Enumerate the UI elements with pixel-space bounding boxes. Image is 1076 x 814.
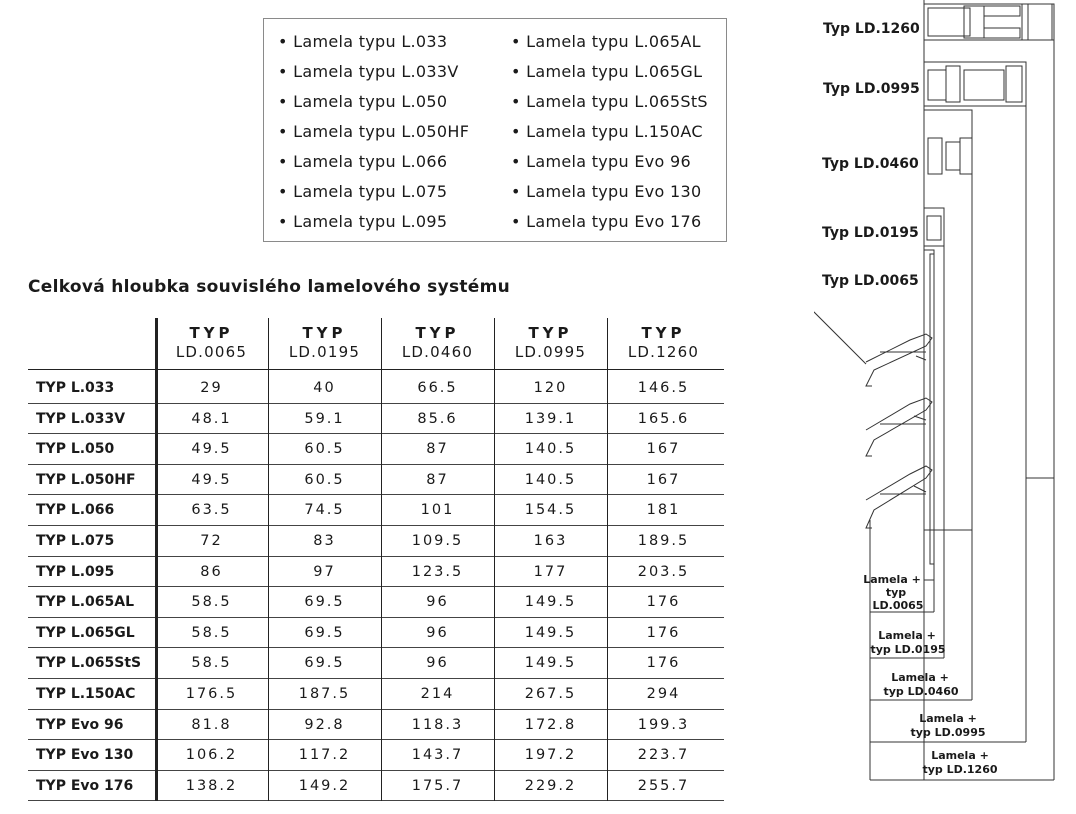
table-cell: 154.5 xyxy=(524,502,577,519)
column-header xyxy=(155,324,268,362)
table-cell: 101 xyxy=(420,502,455,519)
table-cell: 49.5 xyxy=(191,471,232,488)
table-cell: 143.7 xyxy=(411,747,464,764)
dim-label-ld0195-l1: Lamela + xyxy=(878,629,936,642)
row-label: TYP Evo 130 xyxy=(36,747,134,764)
table-cell: 86 xyxy=(200,563,223,580)
table-cell: 176 xyxy=(646,655,681,672)
legend-item: • Lamela typu L.065GL xyxy=(511,62,703,81)
table-cell: 165.6 xyxy=(637,410,690,427)
column-header xyxy=(494,324,607,362)
row-label: TYP Evo 176 xyxy=(36,777,134,794)
legend-item: • Lamela typu L.033V xyxy=(278,62,459,81)
table-cell: 172.8 xyxy=(524,716,577,733)
table-row xyxy=(28,740,724,771)
table-header xyxy=(28,318,724,370)
table-cell: 106.2 xyxy=(185,747,238,764)
dim-label-ld1260-l2: typ LD.1260 xyxy=(922,763,998,776)
cross-section-diagram xyxy=(814,0,1076,810)
table-cell: 138.2 xyxy=(185,777,238,794)
table-cell: 58.5 xyxy=(191,655,232,672)
legend-item: • Lamela typu L.050HF xyxy=(278,122,470,141)
table-title: Celková hloubka souvislého lamelového systému xyxy=(28,277,511,297)
column-divider xyxy=(155,318,158,801)
table-cell: 29 xyxy=(200,380,223,396)
column-divider xyxy=(268,318,269,801)
row-label: TYP L.075 xyxy=(36,533,115,549)
table-cell: 118.3 xyxy=(411,716,464,733)
column-header-type: TYP xyxy=(528,324,573,342)
legend-item: • Lamela typu Evo 176 xyxy=(511,212,702,231)
table-row xyxy=(28,404,724,435)
table-cell: 294 xyxy=(646,686,681,702)
row-label: TYP L.033V xyxy=(36,410,126,427)
column-divider xyxy=(381,318,382,801)
table-row xyxy=(28,618,724,649)
table-cell: 197.2 xyxy=(524,747,577,764)
label-profile-ld0995: Typ LD.0995 xyxy=(823,81,920,97)
column-header-type: TYP xyxy=(415,324,460,342)
table-cell: 167 xyxy=(646,471,681,488)
table-cell: 149.5 xyxy=(524,655,577,672)
table-cell: 229.2 xyxy=(524,777,577,794)
table-cell: 149.5 xyxy=(524,594,577,611)
table-row xyxy=(28,771,724,802)
row-label: TYP L.065AL xyxy=(36,594,135,611)
column-header-code: LD.0065 xyxy=(175,343,248,361)
table-row xyxy=(28,679,724,710)
row-label: TYP L.066 xyxy=(36,502,115,519)
column-divider xyxy=(607,318,608,801)
column-header-type: TYP xyxy=(189,324,234,342)
table-row xyxy=(28,465,724,496)
table-cell: 149.2 xyxy=(298,777,351,794)
table-cell: 87 xyxy=(426,441,449,458)
table-row xyxy=(28,587,724,618)
table-cell: 189.5 xyxy=(637,533,690,549)
table-cell: 66.5 xyxy=(417,380,458,396)
row-label: TYP L.065StS xyxy=(36,655,142,672)
table-cell: 117.2 xyxy=(298,747,351,764)
table-cell: 176.5 xyxy=(185,686,238,702)
table-cell: 214 xyxy=(420,686,455,702)
row-label: TYP L.033 xyxy=(36,380,115,396)
label-profile-ld1260: Typ LD.1260 xyxy=(823,21,920,37)
table-cell: 167 xyxy=(646,441,681,458)
table-cell: 123.5 xyxy=(411,563,464,580)
table-cell: 120 xyxy=(533,380,568,396)
table-cell: 109.5 xyxy=(411,533,464,549)
table-cell: 203.5 xyxy=(637,563,690,580)
table-row xyxy=(28,373,724,404)
table-row xyxy=(28,434,724,465)
table-cell: 69.5 xyxy=(304,624,345,641)
lamela-type-legend xyxy=(263,18,727,242)
dim-label-ld0460-l1: Lamela + xyxy=(891,671,949,684)
table-cell: 199.3 xyxy=(637,716,690,733)
label-profile-ld0460: Typ LD.0460 xyxy=(822,156,919,172)
table-cell: 176 xyxy=(646,594,681,611)
table-cell: 59.1 xyxy=(304,410,345,427)
table-cell: 140.5 xyxy=(524,471,577,488)
table-cell: 223.7 xyxy=(637,747,690,764)
legend-item: • Lamela typu L.065StS xyxy=(511,92,708,111)
column-divider xyxy=(494,318,495,801)
dim-label-ld0065-l2: typ xyxy=(885,586,907,599)
dim-label-ld0065-l3: LD.0065 xyxy=(872,599,924,612)
row-label: TYP Evo 96 xyxy=(36,716,124,733)
row-label: TYP L.150AC xyxy=(36,686,136,702)
table-cell: 187.5 xyxy=(298,686,351,702)
table-cell: 175.7 xyxy=(411,777,464,794)
legend-column-1 xyxy=(278,31,469,241)
legend-item: • Lamela typu L.066 xyxy=(278,152,448,171)
column-header-code: LD.0460 xyxy=(401,343,474,361)
table-cell: 48.1 xyxy=(191,410,232,427)
dim-label-ld0460-l2: typ LD.0460 xyxy=(883,685,959,698)
legend-item: • Lamela typu L.095 xyxy=(278,212,448,231)
table-cell: 49.5 xyxy=(191,441,232,458)
table-cell: 63.5 xyxy=(191,502,232,519)
row-label: TYP L.095 xyxy=(36,563,115,580)
table-cell: 146.5 xyxy=(637,380,690,396)
legend-item: • Lamela typu Evo 130 xyxy=(511,182,702,201)
table-cell: 60.5 xyxy=(304,471,345,488)
table-cell: 181 xyxy=(646,502,681,519)
table-cell: 97 xyxy=(313,563,336,580)
table-cell: 40 xyxy=(313,380,336,396)
cross-section-drawing xyxy=(814,0,1076,810)
dim-label-ld1260-l1: Lamela + xyxy=(931,749,989,762)
label-profile-ld0065: Typ LD.0065 xyxy=(822,273,919,289)
legend-item: • Lamela typu L.065AL xyxy=(511,32,701,51)
table-cell: 85.6 xyxy=(417,410,458,427)
table-cell: 255.7 xyxy=(637,777,690,794)
table-cell: 96 xyxy=(426,594,449,611)
column-header-type: TYP xyxy=(302,324,347,342)
legend-item: • Lamela typu L.050 xyxy=(278,92,448,111)
column-header-code: LD.1260 xyxy=(627,343,700,361)
legend-item: • Lamela typu L.075 xyxy=(278,182,448,201)
table-cell: 81.8 xyxy=(191,716,232,733)
table-cell: 72 xyxy=(200,533,223,549)
legend-item: • Lamela typu L.033 xyxy=(278,32,448,51)
table-cell: 69.5 xyxy=(304,594,345,611)
table-cell: 87 xyxy=(426,471,449,488)
table-cell: 96 xyxy=(426,624,449,641)
dim-label-ld0995-l2: typ LD.0995 xyxy=(910,726,986,739)
table-cell: 163 xyxy=(533,533,568,549)
column-header-code: LD.0195 xyxy=(288,343,361,361)
column-header-type: TYP xyxy=(641,324,686,342)
table-cell: 58.5 xyxy=(191,624,232,641)
table-row xyxy=(28,526,724,557)
table-cell: 83 xyxy=(313,533,336,549)
table-cell: 176 xyxy=(646,624,681,641)
table-cell: 92.8 xyxy=(304,716,345,733)
column-header xyxy=(268,324,381,362)
table-cell: 96 xyxy=(426,655,449,672)
table-cell: 74.5 xyxy=(304,502,345,519)
row-label: TYP L.050HF xyxy=(36,471,136,488)
table-cell: 267.5 xyxy=(524,686,577,702)
table-cell: 177 xyxy=(533,563,568,580)
row-label: TYP L.065GL xyxy=(36,624,135,641)
column-header xyxy=(381,324,494,362)
dim-label-ld0065-l1: Lamela + xyxy=(863,573,921,586)
table-cell: 60.5 xyxy=(304,441,345,458)
column-header-code: LD.0995 xyxy=(514,343,587,361)
dim-label-ld0995-l1: Lamela + xyxy=(919,712,977,725)
table-row xyxy=(28,710,724,741)
table-cell: 58.5 xyxy=(191,594,232,611)
dim-label-ld0195-l2: typ LD.0195 xyxy=(870,643,946,656)
header-divider xyxy=(28,369,724,370)
column-header xyxy=(607,324,720,362)
legend-column-2 xyxy=(511,31,708,241)
row-label: TYP L.050 xyxy=(36,441,115,458)
table-cell: 69.5 xyxy=(304,655,345,672)
table-cell: 149.5 xyxy=(524,624,577,641)
table-cell: 140.5 xyxy=(524,441,577,458)
legend-item: • Lamela typu Evo 96 xyxy=(511,152,691,171)
legend-item: • Lamela typu L.150AC xyxy=(511,122,703,141)
table-row xyxy=(28,648,724,679)
table-row xyxy=(28,495,724,526)
table-cell: 139.1 xyxy=(524,410,577,427)
table-row xyxy=(28,557,724,588)
label-profile-ld0195: Typ LD.0195 xyxy=(822,225,919,241)
